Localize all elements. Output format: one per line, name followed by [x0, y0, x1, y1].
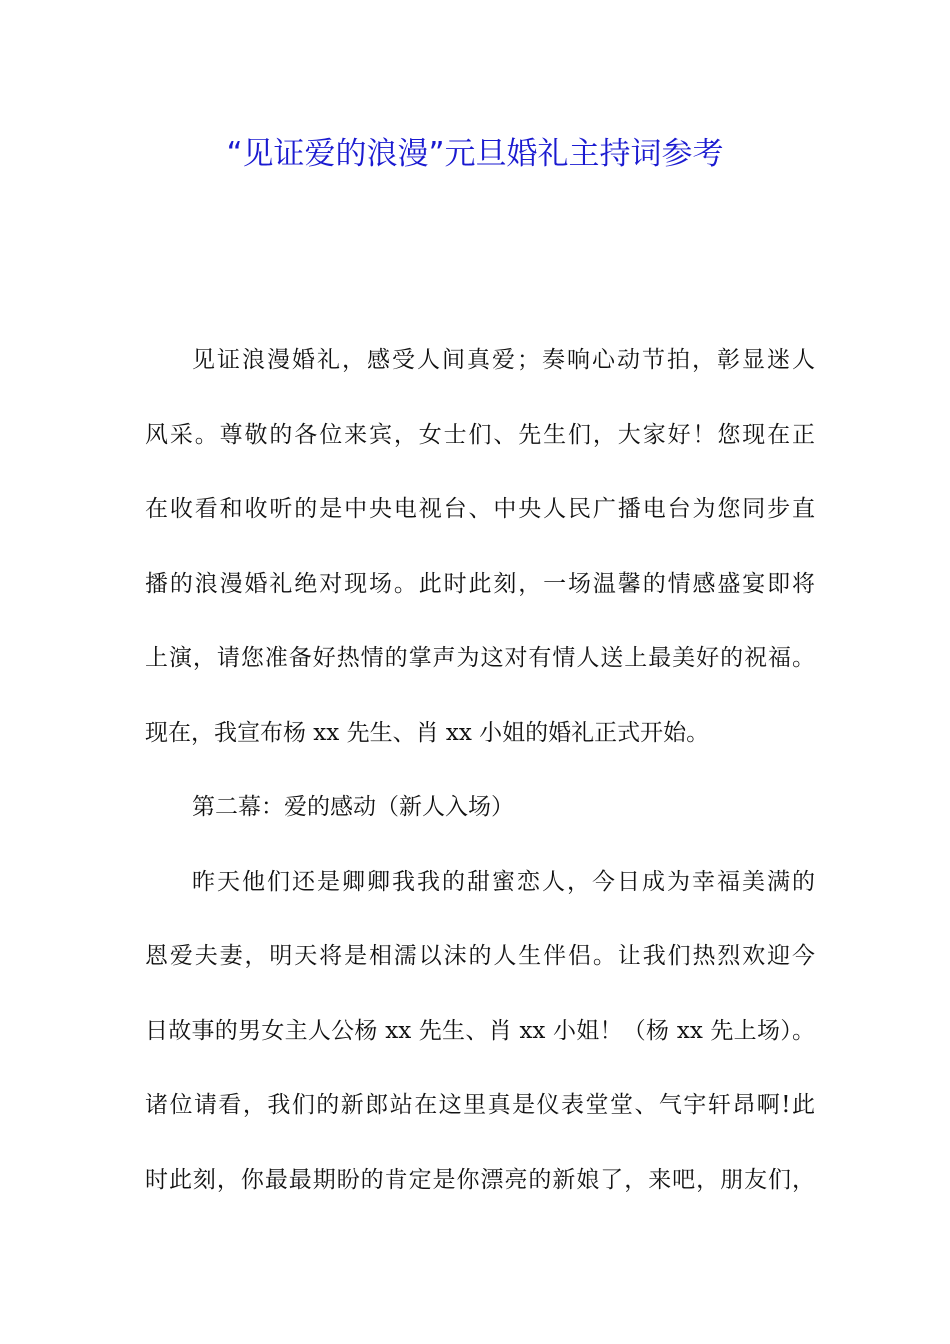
section-heading: 第二幕：爱的感动（新人入场）: [192, 794, 514, 820]
body-line: 风采。尊敬的各位来宾，女士们、先生们，大家好！您现在正: [145, 422, 815, 448]
body-line: 昨天他们还是卿卿我我的甜蜜恋人，今日成为幸福美满的: [192, 869, 815, 895]
body-line: 现在，我宣布杨 xx 先生、肖 xx 小姐的婚礼正式开始。: [145, 720, 710, 746]
body-line: 播的浪漫婚礼绝对现场。此时此刻，一场温馨的情感盛宴即将: [145, 571, 815, 597]
body-line: 上演，请您准备好热情的掌声为这对有情人送上最美好的祝福。: [145, 645, 815, 671]
body-line: 日故事的男女主人公杨 xx 先生、肖 xx 小姐！（杨 xx 先上场）。: [145, 1018, 815, 1044]
body-line: 见证浪漫婚礼，感受人间真爱；奏响心动节拍，彰显迷人: [192, 347, 815, 373]
body-line: 在收看和收听的是中央电视台、中央人民广播电台为您同步直: [145, 496, 815, 522]
document-title: “见证爱的浪漫”元旦婚礼主持词参考: [226, 136, 724, 172]
body-line: 恩爱夫妻，明天将是相濡以沫的人生伴侣。让我们热烈欢迎今: [145, 943, 815, 969]
body-line: 诸位请看，我们的新郎站在这里真是仪表堂堂、气宇轩昂啊!此: [145, 1092, 815, 1118]
body-line: 时此刻，你最最期盼的肯定是你漂亮的新娘了，来吧，朋友们，: [145, 1167, 815, 1193]
